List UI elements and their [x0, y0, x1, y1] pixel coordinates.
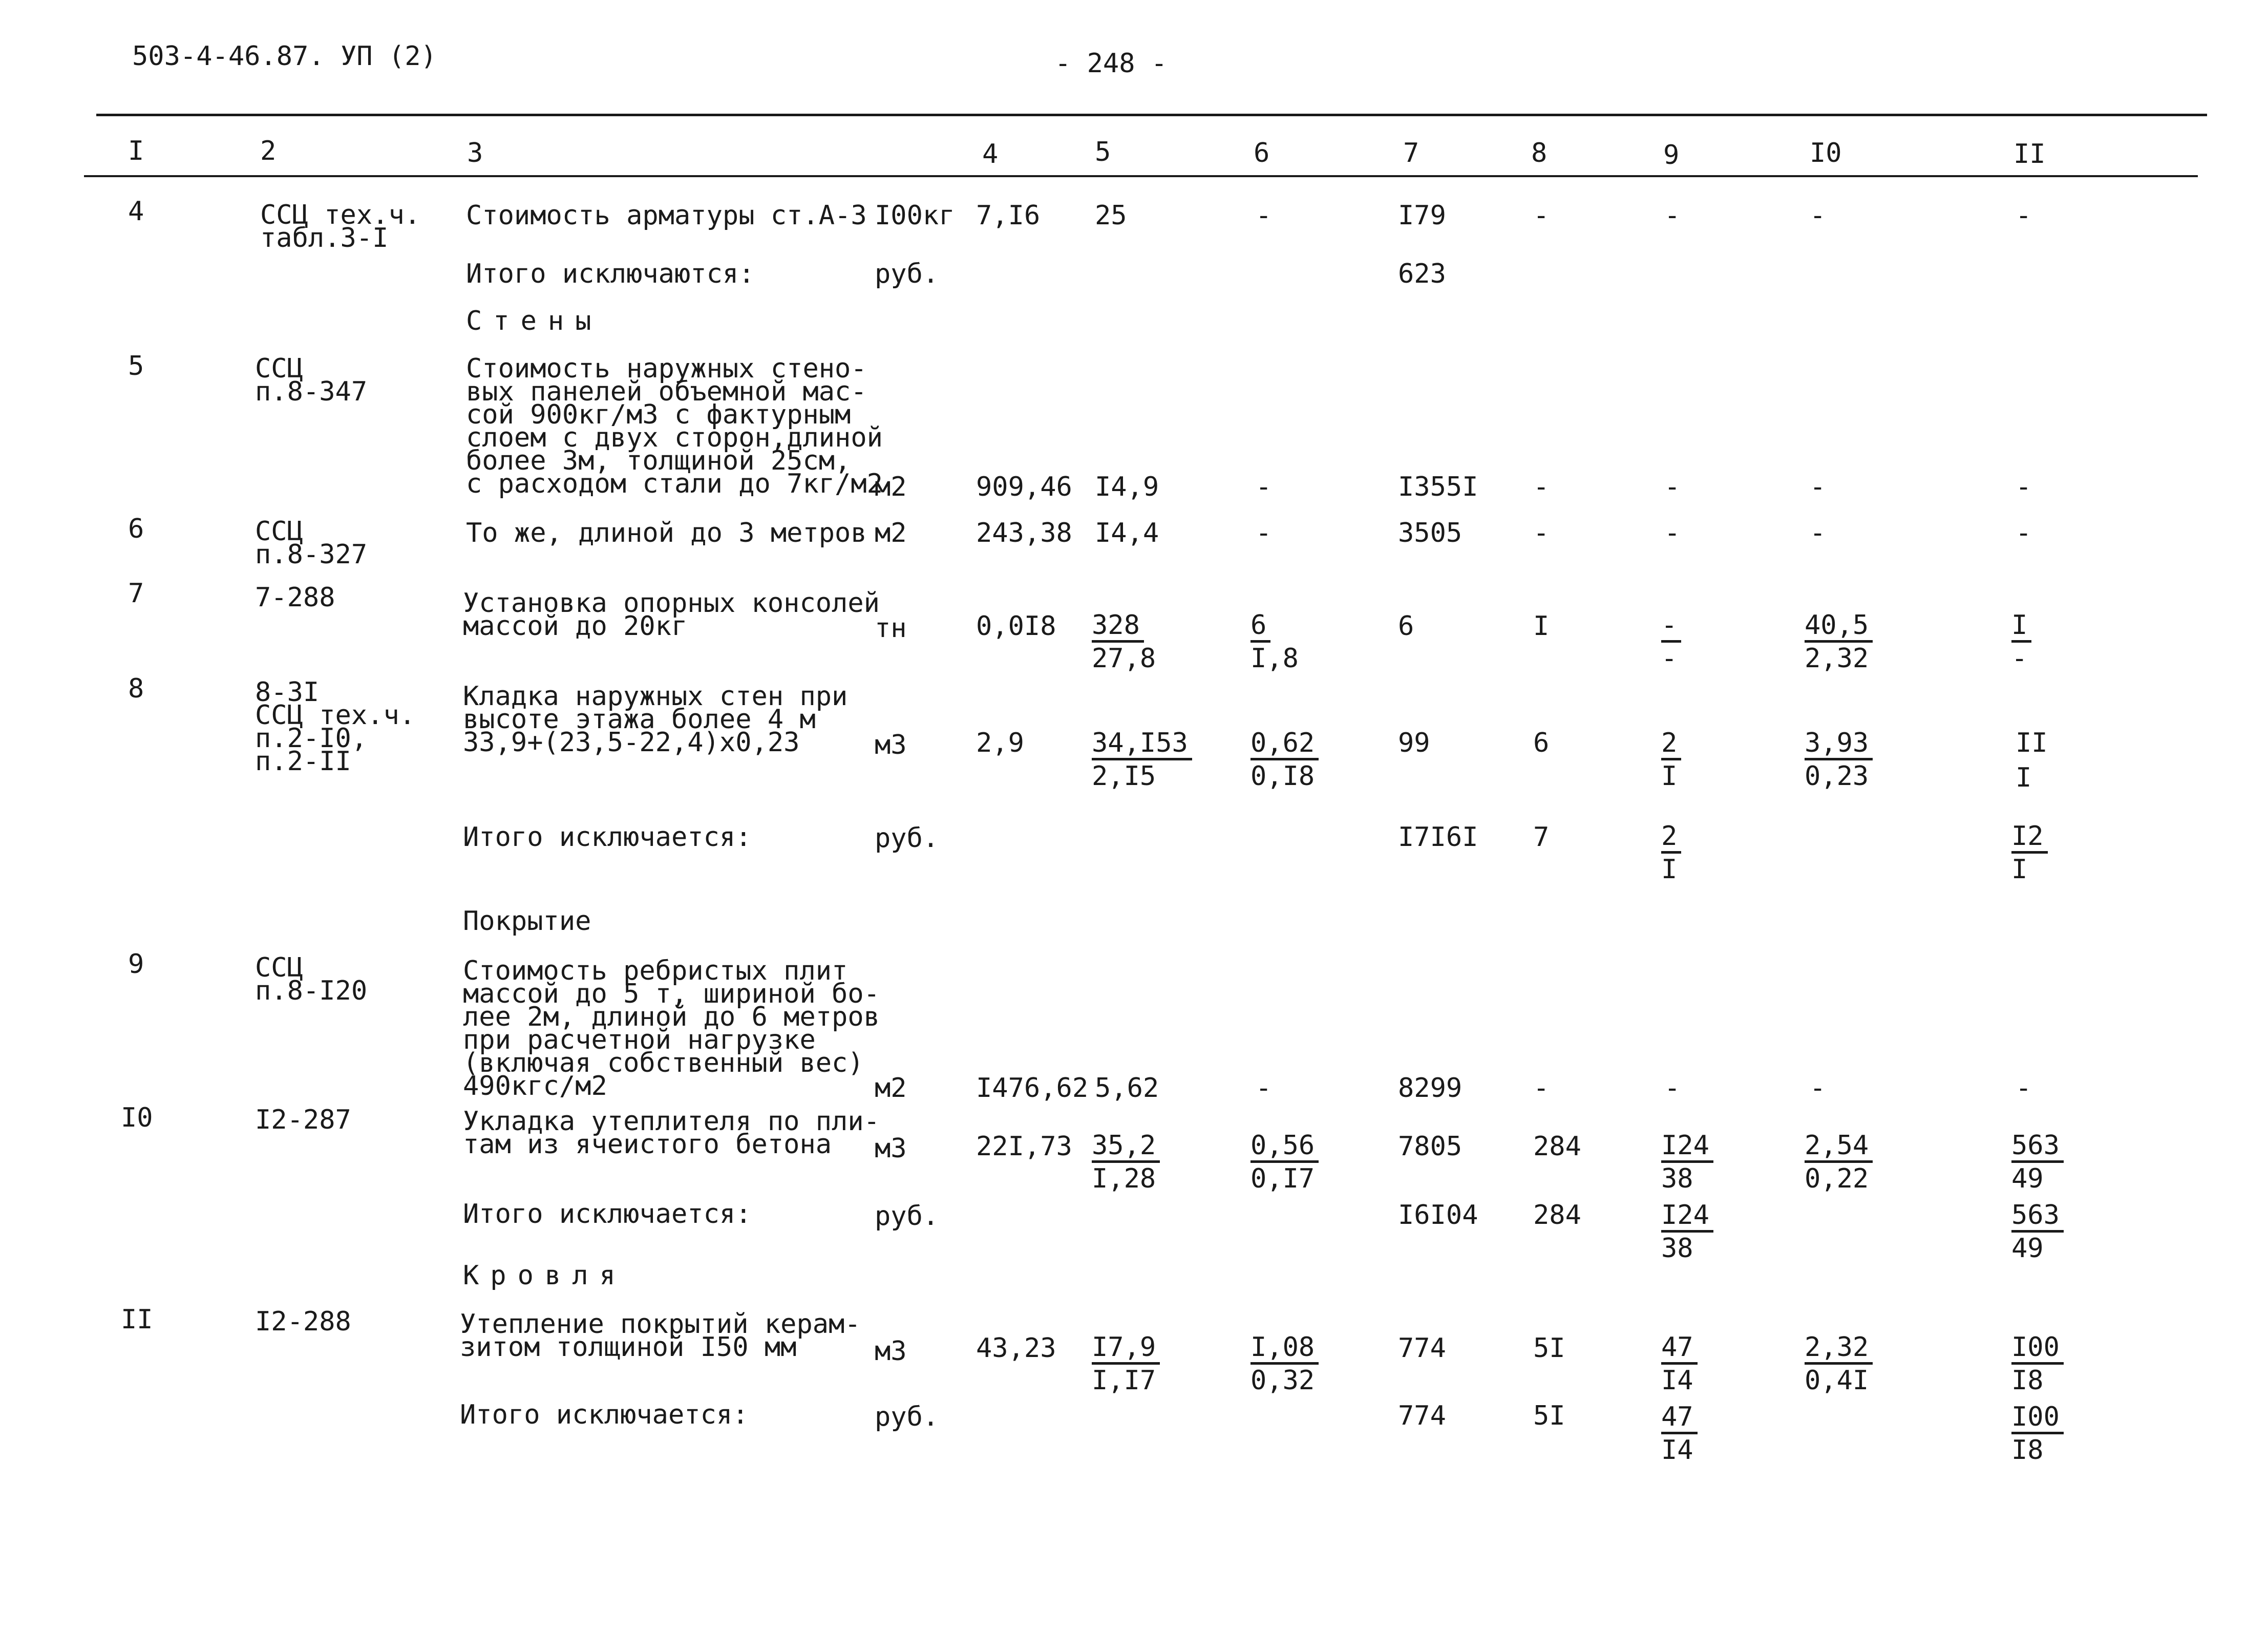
total-col8: 7	[1533, 822, 1550, 853]
row-unit: м2	[875, 1073, 907, 1104]
row-description: Стоимость ребристых плит массой до 5 т, шириной бо- лее 2м, длиной до 6 метров при расчетной нагрузке (включая собственный вес) 490кгс/м2	[463, 956, 880, 1101]
denominator: I,28	[1092, 1163, 1156, 1194]
cell-col10: -	[1810, 518, 1826, 548]
numerator: 328	[1092, 610, 1144, 643]
row-description: Укладка утеплителя по пли- там из ячеистого бетона	[463, 1106, 880, 1160]
cell-col5: I4,9	[1095, 472, 1159, 502]
cell-col5: 5,62	[1095, 1073, 1159, 1104]
col-header-11: II	[2013, 139, 2046, 169]
cell-col10-fraction	[1805, 1129, 1873, 1195]
cell-col11-fraction	[2011, 1330, 2064, 1396]
row-code: ССЦ п.8-347	[255, 353, 368, 407]
col-header-2: 2	[260, 136, 277, 166]
numerator: 563	[2011, 1200, 2064, 1233]
cell-col11-fraction	[2011, 1129, 2064, 1195]
denominator: I	[1661, 854, 1678, 885]
total-col11-fraction	[2011, 819, 2048, 885]
row-unit: м3	[875, 730, 907, 760]
cell-col7: 99	[1398, 728, 1430, 758]
numerator: 3,93	[1805, 728, 1873, 760]
numerator: 35,2	[1092, 1131, 1160, 1163]
row-number: I0	[121, 1102, 153, 1133]
total-unit: руб.	[875, 1201, 939, 1232]
cell-col10-fraction	[1805, 1330, 1873, 1396]
denominator: -	[1661, 643, 1678, 674]
numerator: I	[2011, 610, 2031, 643]
denominator: 0,32	[1250, 1365, 1315, 1396]
total-col11-fraction	[2011, 1400, 2064, 1466]
row-code: I2-287	[255, 1105, 351, 1135]
row-unit: м3	[875, 1336, 907, 1367]
numerator: 563	[2011, 1131, 2064, 1163]
cell-col9-fraction	[1661, 726, 1681, 792]
row-number: 4	[128, 196, 144, 227]
col-header-9: 9	[1663, 140, 1680, 171]
denominator: I8	[2011, 1435, 2044, 1466]
numerator: 0,62	[1250, 728, 1319, 760]
cell-col9: -	[1664, 518, 1681, 548]
numerator: 34,I53	[1092, 728, 1192, 760]
cell-col11-top: II	[2016, 728, 2048, 758]
page-number: - 248 -	[1055, 48, 1168, 79]
row-code: ССЦ п.8-327	[255, 516, 368, 570]
cell-col7: 8299	[1398, 1073, 1462, 1104]
col-header-7: 7	[1403, 138, 1419, 168]
denominator: 0,22	[1805, 1163, 1869, 1194]
cell-col7: I79	[1398, 200, 1446, 231]
cell-col8: -	[1533, 200, 1550, 231]
cell-col5: I4,4	[1095, 518, 1159, 548]
cell-col6-fraction	[1250, 726, 1319, 792]
col-header-4: 4	[982, 139, 999, 169]
cell-col10-fraction	[1805, 726, 1873, 792]
numerator: I7,9	[1092, 1332, 1160, 1365]
cell-col6: -	[1256, 518, 1272, 548]
row-quantity: 0,0I8	[976, 611, 1056, 642]
numerator: I00	[2011, 1402, 2064, 1434]
row-number: II	[121, 1304, 153, 1335]
numerator: I24	[1661, 1200, 1713, 1233]
document-code: 503-4-46.87. УП (2)	[132, 41, 437, 72]
row-unit: I00кг	[875, 200, 955, 231]
cell-col11: -	[2016, 200, 2032, 231]
row-quantity: 22I,73	[976, 1131, 1072, 1162]
cell-col7: 7805	[1398, 1131, 1462, 1162]
cell-col10: -	[1810, 1073, 1826, 1104]
numerator: 40,5	[1805, 610, 1873, 643]
row-quantity: 2,9	[976, 728, 1024, 758]
cell-col7: 774	[1398, 1333, 1446, 1364]
cell-col5-fraction	[1092, 726, 1192, 792]
denominator: 2,32	[1805, 643, 1869, 674]
denominator: -	[2011, 643, 2028, 674]
row-unit: тн	[875, 613, 907, 644]
row-number: 7	[128, 578, 144, 609]
row-quantity: 243,38	[976, 518, 1072, 548]
cell-col9: -	[1664, 200, 1681, 231]
denominator: 38	[1661, 1163, 1693, 1194]
cell-col5-fraction	[1092, 608, 1156, 674]
row-code: 7-288	[255, 582, 335, 613]
row-code: 8-3I ССЦ тех.ч. п.2-I0, п.2-II	[255, 677, 416, 777]
total-col9-fraction	[1661, 1198, 1713, 1264]
cell-col11-bottom: I	[2016, 762, 2032, 793]
total-col8: 284	[1533, 1200, 1581, 1231]
total-label: Итого исключаются:	[466, 259, 755, 289]
total-col9-fraction	[1661, 1400, 1698, 1466]
denominator: 0,23	[1805, 761, 1869, 792]
cell-col8: 5I	[1533, 1333, 1565, 1364]
cell-col6: -	[1256, 472, 1272, 502]
row-number: 8	[128, 673, 144, 704]
numerator: 2	[1661, 728, 1681, 760]
total-col8: 5I	[1533, 1401, 1565, 1431]
cell-col11: -	[2016, 1073, 2032, 1104]
denominator: 49	[2011, 1163, 2044, 1194]
row-quantity: 43,23	[976, 1333, 1056, 1364]
total-col11-fraction	[2011, 1198, 2064, 1264]
cell-col8: -	[1533, 518, 1550, 548]
denominator: 2,I5	[1092, 761, 1156, 792]
row-description: Кладка наружных стен при высоте этажа более 4 м 33,9+(23,5-22,4)х0,23	[463, 681, 848, 758]
denominator: I	[2011, 854, 2028, 885]
row-description: Установка опорных консолей массой до 20кг	[463, 588, 880, 642]
total-col7: I7I6I	[1398, 822, 1478, 853]
numerator: 2	[1661, 821, 1681, 854]
col-header-1: I	[128, 136, 144, 166]
cell-col11: -	[2016, 518, 2032, 548]
row-description: Стоимость наружных стено- вых панелей объемной мас- сой 900кг/м3 с фактурным слоем с двух сторон,длиной более 3м, толщиной 25см, с расходом стали до 7кг/м2	[466, 353, 883, 499]
denominator: I,8	[1250, 643, 1299, 674]
col-header-8: 8	[1531, 138, 1548, 168]
cell-col9-fraction	[1661, 1330, 1698, 1396]
total-col7: 623	[1398, 259, 1446, 289]
cell-col5-fraction	[1092, 1330, 1160, 1396]
cell-col9-fraction	[1661, 1129, 1713, 1195]
denominator: I8	[2011, 1365, 2044, 1396]
denominator: 0,4I	[1805, 1365, 1869, 1396]
total-label: Итого исключается:	[460, 1399, 749, 1430]
numerator: I,08	[1250, 1332, 1319, 1365]
cell-col9: -	[1664, 472, 1681, 502]
cell-col6-fraction	[1250, 1129, 1319, 1195]
denominator: 27,8	[1092, 643, 1156, 674]
denominator: I	[1661, 761, 1678, 792]
row-quantity: 909,46	[976, 472, 1072, 502]
cell-col10: -	[1810, 472, 1826, 502]
section-title-roof: Кровля	[463, 1260, 627, 1291]
denominator: 49	[2011, 1233, 2044, 1264]
row-quantity: I476,62	[976, 1073, 1089, 1104]
cell-col8: -	[1533, 472, 1550, 502]
row-description: Утепление покрытий керам- зитом толщиной I50 мм	[460, 1309, 861, 1363]
cell-col6: -	[1256, 1073, 1272, 1104]
col-header-5: 5	[1095, 137, 1111, 167]
row-description: То же, длиной до 3 метров	[466, 518, 867, 548]
denominator: I,I7	[1092, 1365, 1156, 1396]
row-number: 9	[128, 949, 144, 980]
numerator: 2,32	[1805, 1332, 1873, 1365]
cell-col6: -	[1256, 200, 1272, 231]
numerator: 0,56	[1250, 1131, 1319, 1163]
row-quantity: 7,I6	[976, 200, 1041, 231]
numerator: I24	[1661, 1131, 1713, 1163]
row-description: Стоимость арматуры ст.А-3	[466, 200, 867, 231]
denominator: 0,I8	[1250, 761, 1315, 792]
cell-col8: 284	[1533, 1131, 1581, 1162]
total-col7: 774	[1398, 1401, 1446, 1431]
cell-col10: -	[1810, 200, 1826, 231]
row-number: 6	[128, 514, 144, 544]
numerator: 6	[1250, 610, 1270, 643]
cell-col7: 3505	[1398, 518, 1462, 548]
numerator: I00	[2011, 1332, 2064, 1365]
cell-col10-fraction	[1805, 608, 1873, 674]
header-bottom-rule	[84, 175, 2198, 177]
cell-col8: 6	[1533, 728, 1550, 758]
numerator: 2,54	[1805, 1131, 1873, 1163]
row-unit: м2	[875, 472, 907, 502]
cell-col7: 6	[1398, 611, 1414, 642]
total-unit: руб.	[875, 1402, 939, 1432]
col-header-6: 6	[1254, 138, 1270, 168]
section-title-walls: Стены	[466, 306, 603, 336]
cell-col8: I	[1533, 611, 1550, 642]
denominator: 0,I7	[1250, 1163, 1315, 1194]
numerator: I2	[2011, 821, 2048, 854]
total-unit: руб.	[875, 259, 939, 289]
cell-col9: -	[1664, 1073, 1681, 1104]
numerator: 47	[1661, 1402, 1698, 1434]
denominator: 38	[1661, 1233, 1693, 1264]
section-title-roofing: Покрытие	[463, 906, 591, 937]
denominator: I4	[1661, 1435, 1693, 1466]
row-code: ССЦ тех.ч. табл.3-I	[260, 200, 421, 253]
total-col7: I6I04	[1398, 1200, 1478, 1231]
numerator: 47	[1661, 1332, 1698, 1365]
row-code: ССЦ п.8-I20	[255, 952, 368, 1006]
cell-col8: -	[1533, 1073, 1550, 1104]
col-header-3: 3	[467, 138, 483, 168]
row-unit: м3	[875, 1133, 907, 1164]
cell-col6-fraction	[1250, 608, 1299, 674]
top-rule	[96, 114, 2207, 116]
total-label: Итого исключается:	[463, 822, 752, 853]
total-label: Итого исключается:	[463, 1199, 752, 1229]
denominator: I4	[1661, 1365, 1693, 1396]
row-code: I2-288	[255, 1306, 351, 1337]
cell-col5-fraction	[1092, 1129, 1160, 1195]
col-header-10: I0	[1810, 138, 1842, 168]
row-number: 5	[128, 351, 144, 381]
cell-col11-fraction	[2011, 608, 2031, 674]
cell-col11: -	[2016, 472, 2032, 502]
cell-col5: 25	[1095, 200, 1127, 231]
cell-col7: I355I	[1398, 472, 1478, 502]
total-unit: руб.	[875, 823, 939, 854]
total-col9-fraction	[1661, 819, 1681, 885]
cell-col6-fraction	[1250, 1330, 1319, 1396]
cell-col9-fraction	[1661, 608, 1681, 674]
row-unit: м2	[875, 518, 907, 548]
numerator: -	[1661, 610, 1681, 643]
